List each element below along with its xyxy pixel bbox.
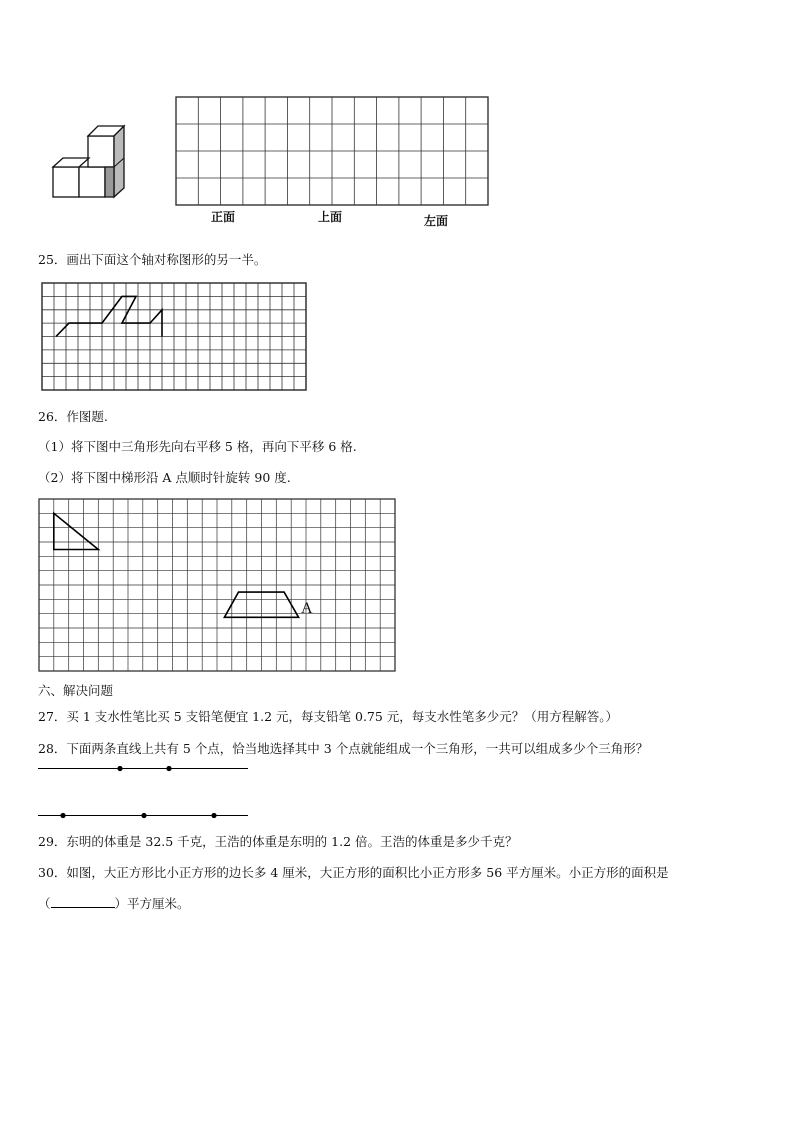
answer-blank[interactable] [51,895,115,908]
left-view-label: 左面 [424,214,449,228]
answer-open-paren: （ [38,896,51,911]
question-26-title: 26．作图题. [38,409,108,424]
question-28: 28．下面两条直线上共有 5 个点，恰当地选择其中 3 个点就能组成一个三角形，一共可以组成多少个三角形？ [38,741,649,756]
points-lines-figure [38,762,250,822]
top-view-label: 上面 [318,210,343,224]
answer-close-paren: ）平方厘米。 [114,896,190,911]
question-26-part1: （1）将下图中三角形先向右平移 5 格，再向下平移 6 格. [38,439,357,454]
cube-stack-figure [50,122,130,202]
question-30-line1: 30．如图，大正方形比小正方形的边长多 4 厘米，大正方形的面积比小正方形多 56 平方厘米。小正方形的面积是 [38,865,669,880]
front-view-label: 正面 [211,210,236,224]
transformation-grid[interactable] [39,499,395,671]
question-29: 29．东明的体重是 32.5 千克，王浩的体重是东明的 1.2 倍。王浩的体重是多少千克？ [38,834,518,849]
view-grid[interactable] [176,97,488,205]
question-25: 25．画出下面这个轴对称图形的另一半。 [38,252,267,267]
half-shape [56,296,162,336]
question-30-line2 [38,894,190,912]
question-26-part2: （2）将下图中梯形沿 A 点顺时针旋转 90 度. [38,470,291,485]
point-a-label: A [301,600,313,617]
triangle-shape [54,513,99,549]
symmetry-grid[interactable] [42,283,306,390]
question-27: 27．买 1 支水性笔比买 5 支铅笔便宜 1.2 元，每支铅笔 0.75 元，每支水性笔多少元？（用方程解答。） [38,709,619,724]
section-6-title: 六、解决问题 [38,683,114,698]
